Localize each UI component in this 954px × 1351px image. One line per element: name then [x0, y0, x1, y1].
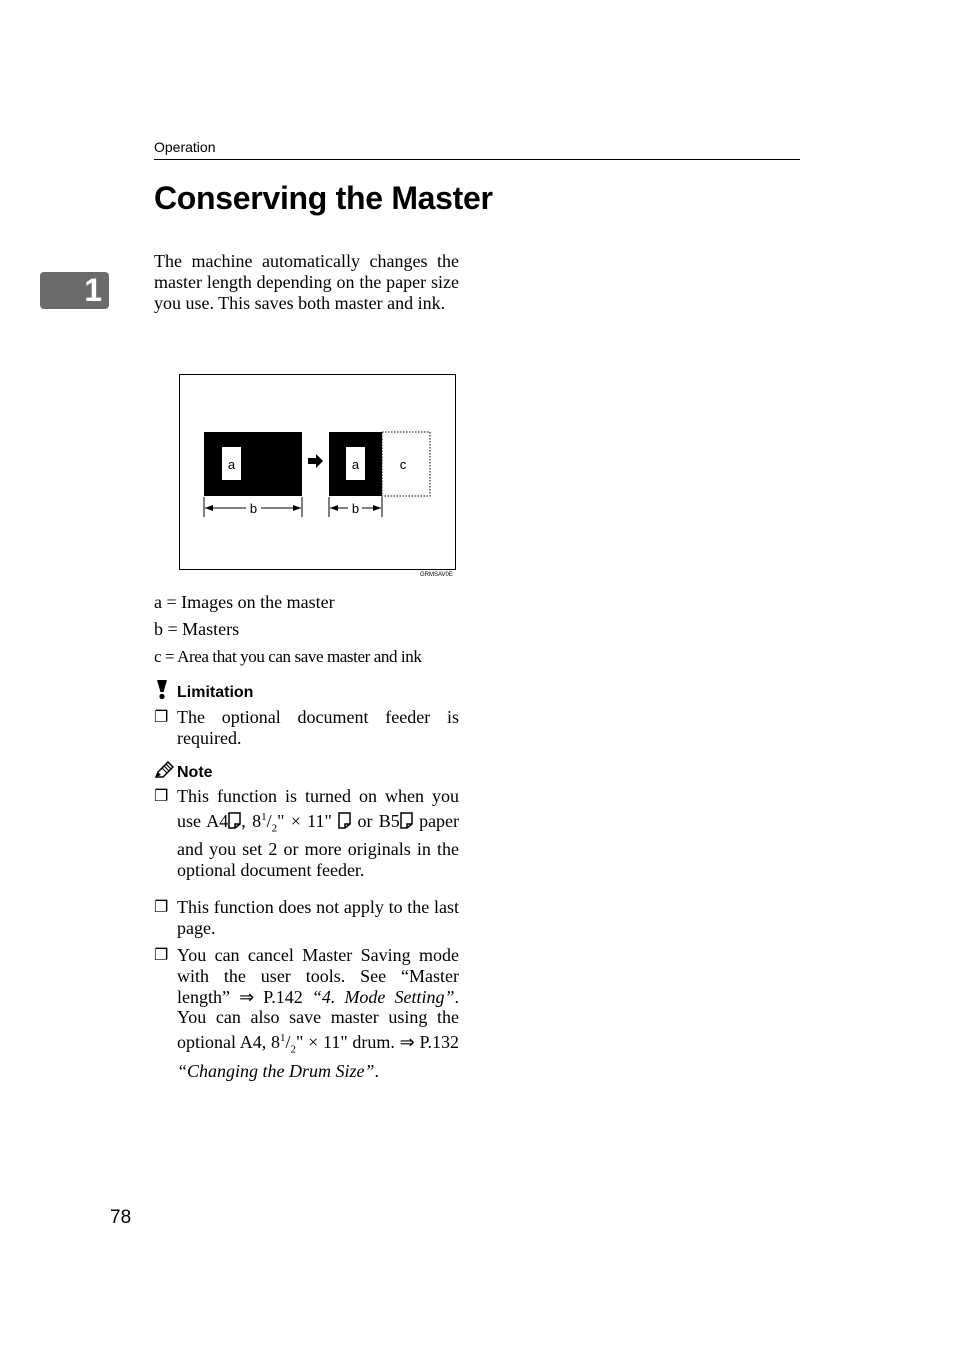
label-a-2: a [351, 457, 360, 472]
figure-code: GRMSAV0E [420, 572, 453, 578]
limitation-text: The optional document feeder is required. [177, 707, 459, 748]
limitation-heading: Limitation [177, 684, 254, 701]
note-item-1 [154, 786, 459, 892]
note-item-2-text: This function does not apply to the last page. [177, 897, 459, 938]
header-rule [154, 159, 800, 160]
pencil-icon [154, 761, 174, 779]
note-item-3-text: You can cancel Master Saving mode with the user tools. See “Master length” ⇒ P.142 “4. Mode Setting”. You can also save master using the optional A4, $8^1/_2$" × 11" drum. ⇒ P.132 “Changing the Drum Size”. [177, 945, 460, 1081]
label-a-1: a [227, 457, 236, 472]
reference-mode-setting[interactable]: “4. Mode Setting” [311, 986, 455, 1007]
portrait-paper-icon [338, 812, 351, 829]
label-b-2: b [351, 501, 360, 516]
note-item-1-text: This function is turned on when you use A4 , $8^1/_2$" × 11" or B5 paper and you set 2 or more originals in the optional document feeder. [177, 786, 460, 880]
portrait-paper-icon [228, 812, 241, 829]
label-b-1: b [249, 501, 258, 516]
limitation-item [154, 707, 459, 751]
checkbox-icon: ❐ [154, 945, 169, 964]
chapter-tab [40, 272, 109, 309]
legend-a: a = Images on the master [154, 592, 335, 612]
page-title: Conserving the Master [154, 180, 493, 216]
arrow-right-icon [308, 454, 323, 468]
exclamation-icon [154, 679, 170, 700]
legend-b: b = Masters [154, 619, 240, 639]
label-c: c [399, 457, 407, 472]
checkbox-icon: ❐ [154, 707, 169, 726]
running-header: Operation [154, 139, 216, 155]
note-item-3 [154, 945, 459, 1095]
note-heading: Note [177, 764, 213, 781]
dim-b2-arrow-left [330, 505, 338, 511]
note-item-2 [154, 897, 459, 941]
dim-b1-arrow-right [293, 505, 301, 511]
dim-b2-arrow-right [373, 505, 381, 511]
page-number: 78 [110, 1207, 132, 1228]
chapter-number: 1 [84, 272, 102, 308]
reference-changing-drum-size[interactable]: “Changing the Drum Size” [177, 1060, 375, 1081]
portrait-paper-icon [400, 812, 413, 829]
dim-b1-arrow-left [205, 505, 213, 511]
checkbox-icon: ❐ [154, 897, 169, 916]
legend-c: c = Area that you can save master and ink [154, 647, 422, 666]
intro-paragraph: The machine automatically changes the master length depending on the paper size you use. This saves both master and ink. [154, 251, 459, 313]
checkbox-icon: ❐ [154, 786, 169, 805]
master-diagram-svg [180, 375, 455, 569]
master-diagram [179, 374, 456, 570]
master-full [204, 432, 302, 496]
